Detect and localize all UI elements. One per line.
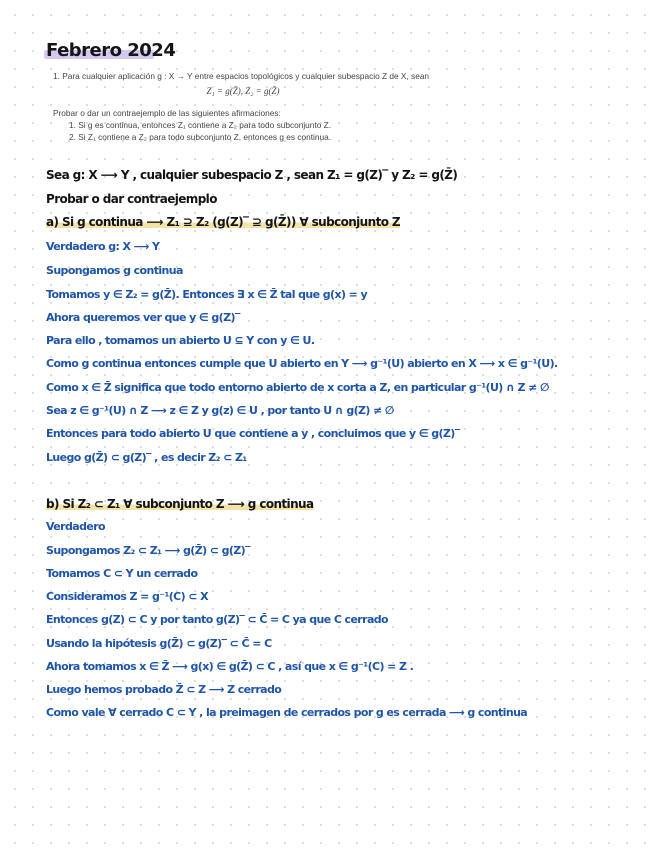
part-b-line-6: Usando la hipótesis g(Z̄) ⊂ g(Z)‾ ⊂ C̄ = C — [46, 637, 272, 650]
part-b-line-4: Consideramos Z = g⁻¹(C) ⊂ X — [46, 590, 208, 603]
part-b-line-5: Entonces g(Z) ⊂ C y por tanto g(Z)‾ ⊂ C̄ = C ya que C cerrado — [46, 613, 389, 626]
part-a-line-7: Como x ∈ Z̄ significa que todo entorno abierto de x corta a Z, en particular g⁻¹(U) ∩ Z ≠ ∅ — [46, 381, 549, 394]
problem-statement — [53, 70, 433, 143]
statement-item-2: 2. Si Z₁ contiene a Z₂ para todo subconjunto Z, entonces g es continua. — [69, 132, 332, 142]
statement-formula: Z₁ = g(Z̄), Z₂ = g(Z̄) — [206, 86, 280, 96]
note-line-1: Sea g: X ⟶ Y , cualquier subespacio Z , sean Z₁ = g(Z)‾ y Z₂ = g(Z̄) — [46, 168, 458, 182]
part-a-line-6: Como g continua entonces cumple que U abierto en Y ⟶ g⁻¹(U) abierto en X ⟶ x ∈ g⁻¹(U). — [46, 357, 558, 370]
part-b-line-3: Tomamos C ⊂ Y un cerrado — [46, 567, 198, 580]
part-b-line-8: Luego hemos probado Z̄ ⊂ Z ⟶ Z cerrado — [46, 683, 282, 696]
part-a-heading: a) Si g continua ⟶ Z₁ ⊇ Z₂ (g(Z)‾ ⊇ g(Z̄)) ∀ subconjunto Z — [46, 215, 401, 229]
part-a-line-4: Ahora queremos ver que y ∈ g(Z)‾ — [46, 311, 240, 324]
part-b-line-1: Verdadero — [46, 520, 106, 533]
statement-intro: 1. Para cualquier aplicación g : X → Y entre espacios topológicos y cualquier subespacio Z de X, sean — [53, 71, 430, 81]
part-b-heading: b) Si Z₂ ⊂ Z₁ ∀ subconjunto Z ⟶ g continua — [46, 497, 314, 511]
note-line-2: Probar o dar contraejemplo — [46, 192, 217, 206]
part-b-line-7: Ahora tomamos x ∈ Z̄ ⟶ g(x) ∈ g(Z̄) ⊂ C , así que x ∈ g⁻¹(C) = Z . — [46, 660, 414, 673]
statement-prompt: Probar o dar un contraejemplo de las siguientes afirmaciones: — [53, 108, 281, 118]
part-a-line-8: Sea z ∈ g⁻¹(U) ∩ Z ⟶ z ∈ Z y g(z) ∈ U , por tanto U ∩ g(Z) ≠ ∅ — [46, 404, 394, 417]
statement-item-1: 1. Si g es continua, entonces Z₁ contiene a Z₂ para todo subconjunto Z. — [69, 120, 332, 130]
part-a-line-9: Entonces para todo abierto U que contiene a y , concluimos que y ∈ g(Z)‾ — [46, 427, 460, 440]
part-a-line-10: Luego g(Z̄) ⊂ g(Z)‾ , es decir Z₂ ⊂ Z₁ — [46, 451, 247, 464]
part-a-line-3: Tomamos y ∈ Z₂ = g(Z̄). Entonces ∃ x ∈ Z̄ tal que g(x) = y — [46, 288, 368, 301]
part-b-line-9: Como vale ∀ cerrado C ⊂ Y , la preimagen de cerrados por g es cerrada ⟶ g continua — [46, 706, 528, 719]
part-a-line-2: Supongamos g continua — [46, 264, 183, 277]
part-b-line-2: Supongamos Z₂ ⊂ Z₁ ⟶ g(Z̄) ⊂ g(Z)‾ — [46, 544, 250, 557]
part-a-line-5: Para ello , tomamos un abierto U ⊆ Y con y ∈ U. — [46, 334, 315, 347]
page-title: Febrero 2024 — [46, 40, 176, 61]
part-a-line-1: Verdadero g: X ⟶ Y — [46, 240, 160, 253]
